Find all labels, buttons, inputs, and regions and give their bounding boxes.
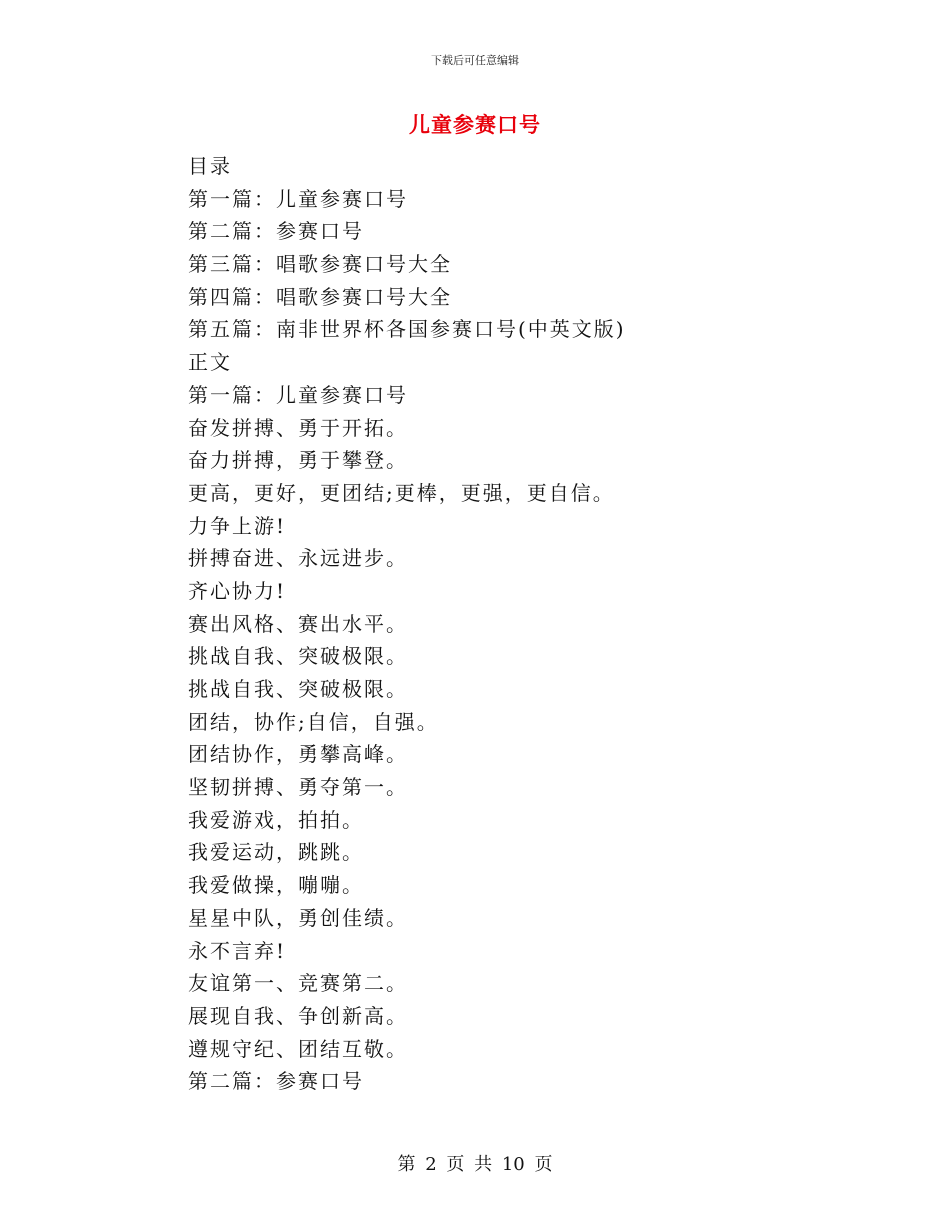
slogan-line: 齐心协力!	[188, 578, 287, 603]
slogan-line: 力争上游!	[188, 513, 287, 538]
slogan-line: 永不言弃!	[188, 938, 287, 963]
slogan-line: 奋发拼搏、勇于开拓。	[188, 415, 408, 440]
slogan-line: 星星中队，勇创佳绩。	[188, 905, 408, 930]
toc-heading: 目录	[188, 154, 232, 178]
header-note: 下载后可任意编辑	[431, 54, 519, 67]
slogan-line: 团结协作，勇攀高峰。	[188, 742, 408, 767]
document-title: 儿童参赛口号	[409, 113, 541, 137]
toc-item-1: 第一篇：儿童参赛口号	[188, 186, 408, 211]
toc-item-2: 第二篇：参赛口号	[188, 219, 364, 244]
slogan-line: 我爱游戏，拍拍。	[188, 807, 364, 832]
slogan-line: 挑战自我、突破极限。	[188, 677, 408, 701]
chapter-heading-1: 第一篇：儿童参赛口号	[188, 382, 408, 407]
slogan-line: 展现自我、争创新高。	[188, 1003, 408, 1028]
toc-item-5: 第五篇：南非世界杯各国参赛口号(中英文版)	[188, 317, 626, 342]
body-heading: 正文	[188, 350, 232, 375]
chapter-heading-2: 第二篇：参赛口号	[188, 1069, 364, 1094]
toc-item-4: 第四篇：唱歌参赛口号大全	[188, 284, 452, 309]
slogan-line: 团结，协作;自信，自强。	[188, 709, 439, 734]
toc-item-3: 第三篇：唱歌参赛口号大全	[188, 252, 452, 277]
slogan-line: 我爱运动，跳跳。	[188, 840, 364, 865]
slogan-line: 更高，更好，更团结;更棒，更强，更自信。	[188, 480, 615, 505]
page-number: 第 2 页 共 10 页	[397, 1154, 553, 1175]
slogan-line: 我爱做操，嘣嘣。	[188, 873, 364, 898]
slogan-line: 拼搏奋进、永远进步。	[188, 546, 408, 571]
slogan-line: 赛出风格、赛出水平。	[188, 611, 408, 636]
document-body	[188, 150, 888, 1098]
slogan-line: 挑战自我、突破极限。	[188, 644, 408, 669]
slogan-line: 奋力拼搏，勇于攀登。	[188, 448, 408, 473]
slogan-line: 友谊第一、竞赛第二。	[188, 971, 408, 996]
slogan-line: 坚韧拼搏、勇夺第一。	[188, 775, 408, 800]
slogan-line: 遵规守纪、团结互敬。	[188, 1036, 408, 1061]
